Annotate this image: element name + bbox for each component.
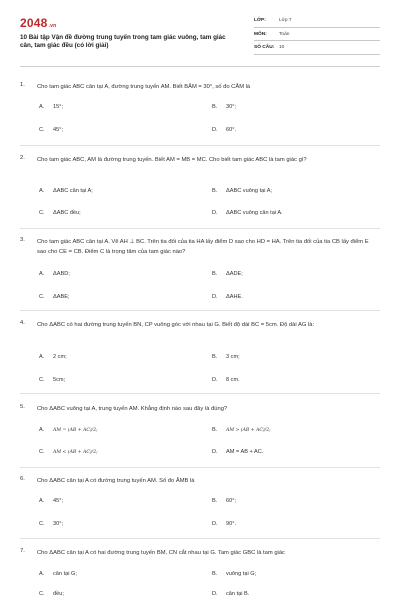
logo-suffix: .vn: [48, 23, 57, 29]
option-text: 30°;: [53, 521, 64, 527]
question-separator: [20, 393, 380, 394]
question-text: Cho tam giác ABC cân tại A, đường trung tuyến AM. Biết BÂM = 30°, số đo CÂM là: [37, 84, 251, 90]
meta-value: Toán: [279, 31, 290, 37]
option-letter: D.: [212, 521, 218, 527]
question-separator: [20, 310, 380, 311]
page-header: [20, 14, 380, 58]
option-text: ΔABC vuông tại A;: [226, 188, 273, 194]
meta-row-count: [254, 41, 380, 55]
option-d[interactable]: [212, 127, 236, 133]
option-letter: D.: [212, 449, 218, 455]
option-letter: C.: [39, 377, 45, 383]
header-divider: [20, 66, 380, 67]
option-letter: C.: [39, 449, 45, 455]
option-text: AM < (AB + AC)/2;: [53, 450, 98, 455]
option-a[interactable]: [39, 427, 98, 433]
option-b[interactable]: [212, 571, 256, 577]
option-a[interactable]: [39, 271, 70, 277]
option-letter: B.: [212, 104, 218, 110]
option-text: 2 cm;: [53, 354, 67, 360]
option-c[interactable]: [39, 210, 81, 216]
question-text: Cho ΔABC cân tại A có hai đường trung tuyến BM, CN cắt nhau tại G. Tam giác GBC là tam giác: [37, 550, 285, 556]
option-text: 90°.: [226, 521, 237, 527]
option-a[interactable]: [39, 498, 63, 504]
option-c[interactable]: [39, 377, 65, 383]
option-letter: B.: [212, 271, 218, 277]
question-text: Cho ΔABC cân tại A có đường trung tuyến AM. Số đo ÂMB là: [37, 478, 195, 484]
question-number: 1.: [20, 82, 25, 88]
option-d[interactable]: [212, 294, 243, 300]
option-b[interactable]: [212, 188, 272, 194]
option-d[interactable]: [212, 449, 263, 455]
option-letter: B.: [212, 188, 218, 194]
option-letter: D.: [212, 591, 218, 597]
meta-key: LỚP:: [254, 18, 266, 23]
option-letter: A.: [39, 271, 45, 277]
option-c[interactable]: [39, 294, 69, 300]
question-separator: [20, 467, 380, 468]
option-letter: C.: [39, 521, 45, 527]
meta-table: [254, 14, 380, 55]
logo-text: 2048: [20, 16, 48, 30]
option-a[interactable]: [39, 104, 63, 110]
question-number: 7.: [20, 548, 25, 554]
question-text: Cho tam giác ABC cân tại A. Vẽ AH ⊥ BC. Trên tia đối của tia HA lấy điểm D sao cho HD = HA. Trên tia đối của tia CB lấy điểm E sao cho CE = CB. Điểm C là trọng tâm của tam giác nào?: [37, 239, 369, 255]
option-letter: D.: [212, 377, 218, 383]
option-text: đều;: [53, 591, 64, 597]
meta-row-grade: [254, 14, 380, 28]
option-b[interactable]: [212, 354, 240, 360]
option-letter: C.: [39, 294, 45, 300]
option-text: cân tại B.: [226, 591, 250, 597]
option-letter: B.: [212, 498, 218, 504]
option-letter: B.: [212, 354, 218, 360]
option-b[interactable]: [212, 271, 243, 277]
option-text: ΔADE;: [226, 271, 243, 277]
option-text: AM = (AB + AC)/2;: [53, 428, 98, 433]
option-text: ΔABE;: [53, 294, 70, 300]
meta-row-subject: [254, 28, 380, 42]
option-text: 60°;: [226, 498, 237, 504]
option-c[interactable]: [39, 521, 63, 527]
option-letter: C.: [39, 210, 45, 216]
option-text: 3 cm;: [226, 354, 240, 360]
question-separator: [20, 538, 380, 539]
option-text: ΔABC cân tại A;: [53, 188, 93, 194]
option-d[interactable]: [212, 591, 249, 597]
option-text: 5cm;: [53, 377, 66, 383]
option-text: vuông tại G;: [226, 571, 257, 577]
option-d[interactable]: [212, 521, 236, 527]
option-c[interactable]: [39, 127, 63, 133]
option-letter: B.: [212, 571, 218, 577]
option-b[interactable]: [212, 104, 236, 110]
option-text: ΔABC đều;: [53, 210, 81, 216]
option-a[interactable]: [39, 188, 93, 194]
option-letter: B.: [212, 427, 218, 433]
option-text: ΔABC vuông cân tại A.: [226, 210, 283, 216]
option-c[interactable]: [39, 449, 98, 455]
question-number: 6.: [20, 476, 25, 482]
option-letter: D.: [212, 127, 218, 133]
question-number: 2.: [20, 155, 25, 161]
option-letter: D.: [212, 294, 218, 300]
option-letter: A.: [39, 188, 45, 194]
option-letter: D.: [212, 210, 218, 216]
option-a[interactable]: [39, 354, 67, 360]
option-a[interactable]: [39, 571, 77, 577]
page-title: 10 Bài tập Vận đề đường trung tuyến trong tam giác vuông, tam giác cân, tam giác đều (có lời giải): [20, 34, 226, 50]
option-letter: A.: [39, 104, 45, 110]
option-text: ΔAHE.: [226, 294, 243, 300]
option-c[interactable]: [39, 591, 64, 597]
option-letter: A.: [39, 571, 45, 577]
option-b[interactable]: [212, 498, 236, 504]
meta-value: Lớp 7: [279, 18, 292, 23]
site-logo[interactable]: [20, 16, 56, 30]
option-letter: A.: [39, 498, 45, 504]
question-separator: [20, 228, 380, 229]
option-text: 45°;: [53, 127, 64, 133]
option-letter: C.: [39, 591, 45, 597]
question-text: Cho ΔABC có hai đường trung tuyến BN, CP vuông góc với nhau tại G. Biết độ dài BC = 5cm. Độ dài AG là:: [37, 322, 315, 328]
option-d[interactable]: [212, 210, 283, 216]
question-number: 4.: [20, 320, 25, 326]
meta-key: MÔN:: [254, 31, 267, 37]
option-letter: C.: [39, 127, 45, 133]
option-text: cân tại G;: [53, 571, 77, 577]
meta-key: SỐ CÂU:: [254, 45, 275, 50]
option-letter: A.: [39, 354, 45, 360]
question-number: 5.: [20, 404, 25, 410]
option-text: 30°;: [226, 104, 237, 110]
option-b[interactable]: [212, 427, 271, 433]
option-text: 45°;: [53, 498, 64, 504]
question-separator: [20, 145, 380, 146]
question-text: Cho ΔABC vuông tại A, trung tuyến AM. Khẳng định nào sau đây là đúng?: [37, 406, 228, 412]
option-text: 60°.: [226, 127, 237, 133]
question-text: Cho tam giác ABC, AM là đường trung tuyến. Biết AM = MB = MC. Cho biết tam giác ABC là tam giác gì?: [37, 157, 307, 163]
option-text: 15°;: [53, 104, 64, 110]
option-text: AM = AB + AC.: [226, 449, 264, 455]
option-text: ΔABD;: [53, 271, 70, 277]
option-d[interactable]: [212, 377, 240, 383]
question-number: 3.: [20, 237, 25, 243]
option-text: AM > (AB + AC)/2;: [226, 428, 271, 433]
option-letter: A.: [39, 427, 45, 433]
meta-value: 10: [279, 45, 285, 50]
option-text: 8 cm.: [226, 377, 240, 383]
